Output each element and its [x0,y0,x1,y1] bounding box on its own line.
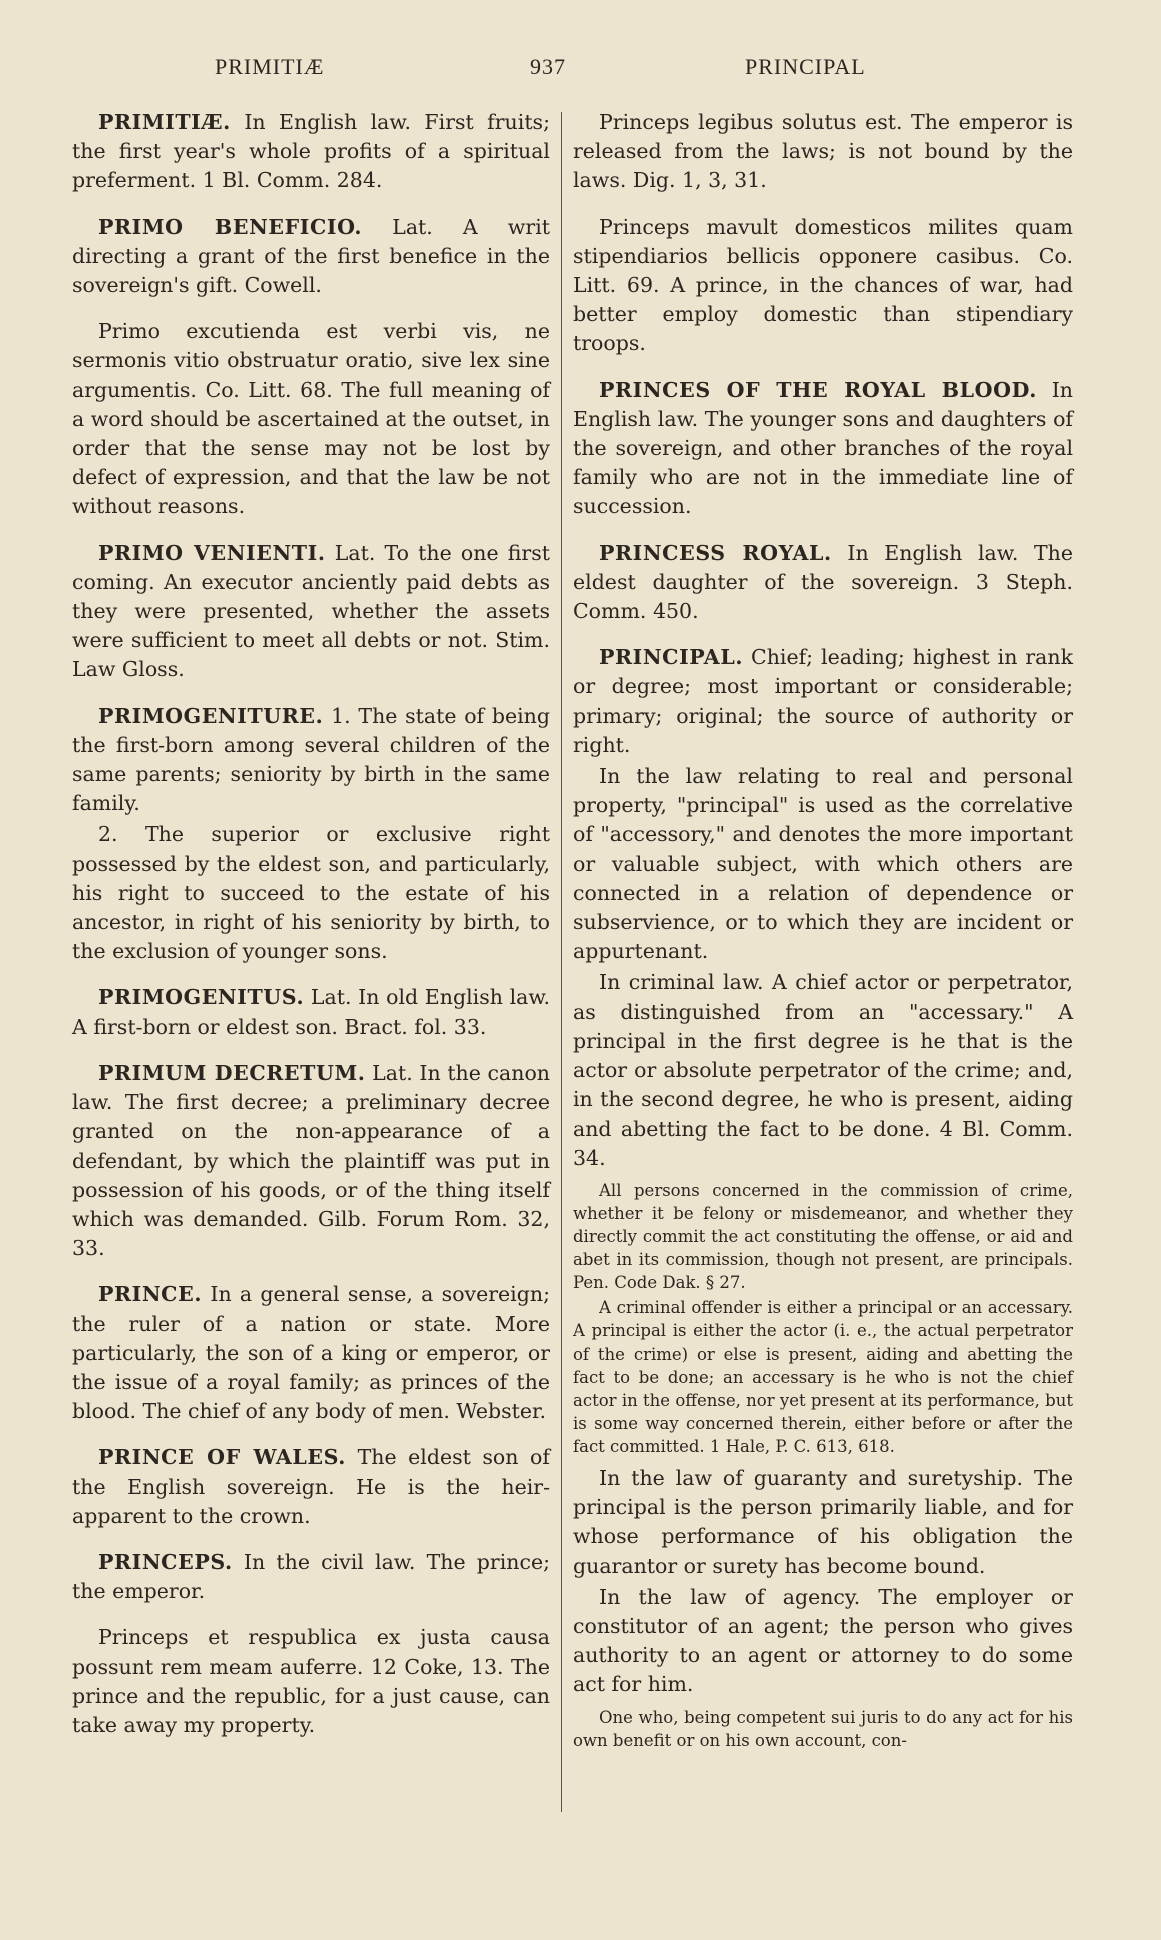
entry-text: In the law relating to real and personal property, "principal" is used as the correlative of "accessory," and denotes the more important or valuable subject, with which others are connected in a relation of dependence or subservience, or to which they are incident or appurtenant. [573,764,1073,964]
quoted-note [573,1179,1073,1294]
page-number: 937 [530,54,566,79]
entry-text: Primo excutienda est verbi vis, ne sermonis vitio obstruatur oratio, sive lex sine argumentis. Co. Litt. 68. The full meaning of a word should be ascertained at the outset, in order that the sense may not be lost by defect of expression, and that the law be not without reasons. [72,319,550,519]
entry-paragraph [72,539,550,685]
entry-princes-royal-blood [573,376,1073,522]
entry-paragraph [72,1280,550,1426]
entry-text: Princeps mavult domesticos milites quam stipendiarios bellicis opponere casibus. Co. Litt. 69. A prince, in the chances of war, had better employ domestic than stipendiary troops. [573,214,1073,356]
entry-headword: PRINCE. [98,1282,203,1307]
entry-headword: PRIMOGENITURE. [98,703,324,728]
entry-text: 2. The superior or exclusive right possessed by the eldest son, and particularly, his right to succeed to the estate of his ancestor, in right of his seniority by birth, to the exclusion of younger sons. [72,822,550,964]
entry-headword: PRIMUM DECRETUM. [98,1060,366,1085]
entry-primo-excutienda [72,317,550,521]
entry-primo-beneficio [72,213,550,301]
note-text: A criminal offender is either a principal or an accessary. A principal is either the actor (i. e., the actual perpetrator of the crime) or else is present, aiding and abetting the fact to be done; an accessary is he who is not the chief actor in the offense, nor yet present at its performance, but is some way concerned therein, either before or after the fact committed. 1 Hale, P. C. 613, 618. [573,1298,1073,1456]
entry-paragraph [573,1583,1073,1700]
running-header [0,54,1161,86]
entry-paragraph [72,1443,550,1531]
header-right-guideword: PRINCIPAL [745,54,866,79]
entry-text: Chief; leading; highest in rank or degree; most important or considerable; primary; original; the source of authority or right. [573,645,1073,757]
entry-princeps-mavult [573,213,1073,359]
entry-text: 1. The state of being the first-born among several children of the same parents; seniority by birth in the same family. [72,703,550,816]
entry-headword: PRINCEPS. [98,1549,233,1574]
entry-paragraph [72,820,550,966]
entry-text: Lat. In the canon law. The first decree; a preliminary decree granted on the non-appearance of a defendant, by which the plaintiff was put in possession of his goods, or of the thing itself which was demanded. Gilb. Forum Rom. 32, 33. [72,1060,550,1261]
entry-paragraph [72,108,550,196]
entry-text: In English law. First fruits; the first year's whole profits of a spiritual preferment. 1 Bl. Comm. 284. [72,110,550,193]
entry-primogenitus [72,983,550,1041]
entry-primitiae [72,108,550,196]
note-text: One who, being competent sui juris to do any act for his own benefit or on his own account, con- [573,1707,1073,1750]
entry-primo-venienti [72,539,550,685]
entry-paragraph [573,643,1073,760]
entry-text: In a general sense, a sovereign; the ruler of a nation or state. More particularly, the son of a king or emperor, or the issue of a royal family; as princes of the blood. The chief of any body of men. Webster. [72,1282,550,1424]
entry-principal [573,643,1073,1752]
entry-paragraph [72,702,550,819]
entry-text: In the law of guaranty and suretyship. The principal is the person primarily liable, and for whose performance of his obligation the guarantor or surety has become bound. [573,1466,1073,1578]
entry-princeps-legibus [573,108,1073,196]
entry-paragraph [573,213,1073,359]
quoted-note [573,1296,1073,1458]
entry-paragraph [72,983,550,1041]
entry-text: In English law. The eldest daughter of the sovereign. 3 Steph. Comm. 450. [573,540,1073,624]
entry-headword: PRIMITIÆ. [98,110,231,134]
header-left-guideword: PRIMITIÆ [215,54,325,79]
entry-paragraph [573,376,1073,522]
quoted-note [573,1706,1073,1752]
entry-text: In English law. The younger sons and daughters of the sovereign, and other branches of the royal family who are not in the immediate line of succession. [573,377,1073,519]
entry-text: In criminal law. A chief actor or perpetrator, as distinguished from an "accessary." A principal in the first degree is he that is the actor or absolute perpetrator of the crime; and, in the second degree, he who is present, aiding and abetting the fact to be done. 4 Bl. Comm. 34. [573,970,1073,1170]
entry-headword: PRIMO BENEFICIO. [98,214,363,239]
entry-paragraph [72,1548,550,1606]
entry-princeps [72,1548,550,1606]
entry-primum-decretum [72,1059,550,1263]
entry-headword: PRINCES OF THE ROYAL BLOOD. [599,377,1037,402]
entry-paragraph [72,1623,550,1740]
entry-text: The eldest son of the English sovereign. He is the heir-apparent to the crown. [72,1445,550,1528]
left-column [72,108,550,1757]
right-column [573,108,1073,1769]
entry-headword: PRIMOGENITUS. [98,985,305,1010]
entry-headword: PRINCIPAL. [599,645,744,670]
entry-headword: PRIMO VENIENTI. [98,540,326,565]
entry-text: Lat. To the one first coming. An executor anciently paid debts as they were presented, whether the assets were sufficient to meet all debts or not. Stim. Law Gloss. [72,540,550,682]
entry-princeps-et-respublica [72,1623,550,1740]
entry-paragraph [573,1464,1073,1581]
entry-primogeniture [72,702,550,967]
column-divider [561,112,562,1812]
entry-text: In the civil law. The prince; the emperor. [72,1549,550,1604]
entry-paragraph [573,762,1073,966]
entry-headword: PRINCE OF WALES. [98,1445,346,1470]
entry-prince-of-wales [72,1443,550,1531]
entry-paragraph [573,539,1073,627]
entry-paragraph [72,1059,550,1263]
entry-prince [72,1280,550,1426]
note-text: All persons concerned in the commission of crime, whether it be felony or misdemeanor, and whether they directly commit the act constituting the offense, or aid and abet in its commission, though not present, are principals. Pen. Code Dak. § 27. [573,1180,1073,1293]
entry-paragraph [72,213,550,301]
entry-princess-royal [573,539,1073,627]
entry-paragraph [72,317,550,521]
entry-headword: PRINCESS ROYAL. [599,540,832,565]
entry-text: Princeps legibus solutus est. The emperor is released from the laws; is not bound by the laws. Dig. 1, 3, 31. [573,110,1073,193]
entry-text: Lat. A writ directing a grant of the first benefice in the sovereign's gift. Cowell. [72,214,550,298]
entry-text: Lat. In old English law. A first-born or eldest son. Bract. fol. 33. [72,985,550,1039]
entry-text: Princeps et respublica ex justa causa possunt rem meam auferre. 12 Coke, 13. The prince and the republic, for a just cause, can take away my property. [72,1625,550,1737]
entry-text: In the law of agency. The employer or constitutor of an agent; the person who gives authority to an agent or attorney to do some act for him. [573,1584,1073,1697]
entry-paragraph [573,968,1073,1172]
entry-paragraph [573,108,1073,196]
